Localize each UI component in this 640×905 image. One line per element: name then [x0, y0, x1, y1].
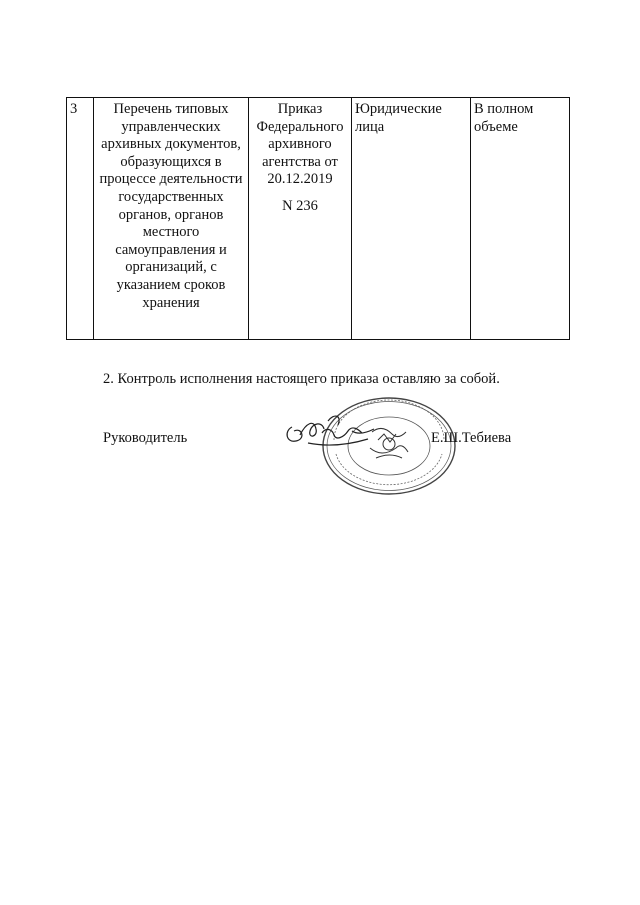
row-number: 3	[70, 101, 78, 117]
table-row	[67, 98, 570, 340]
signatory-name: Е.Ш.Тебиева	[431, 430, 512, 446]
scope-cell	[471, 98, 570, 340]
control-paragraph: 2. Контроль исполнения настоящего приказа оставляю за собой.	[103, 371, 500, 387]
subjects-cell	[352, 98, 471, 340]
document-name: Перечень типовых управленческих архивных документов, образующихся в процессе деятельности государственных органов, органов местного самоуправления и организаций, с указанием сроков хранения	[99, 101, 243, 311]
legal-basis-number: N 236	[282, 197, 318, 214]
legal-basis-text: Приказ Федерального архивного агентства от 20.12.2019	[256, 101, 344, 188]
subjects-text: Юридические лица	[355, 101, 442, 135]
signatory-role: Руководитель	[103, 430, 188, 446]
requirements-table	[66, 97, 570, 340]
legal-basis-cell	[249, 98, 352, 340]
document-name-cell	[94, 98, 249, 340]
handwritten-signature-icon	[278, 405, 388, 455]
scope-text: В полном объеме	[474, 101, 534, 135]
row-number-cell	[67, 98, 94, 340]
